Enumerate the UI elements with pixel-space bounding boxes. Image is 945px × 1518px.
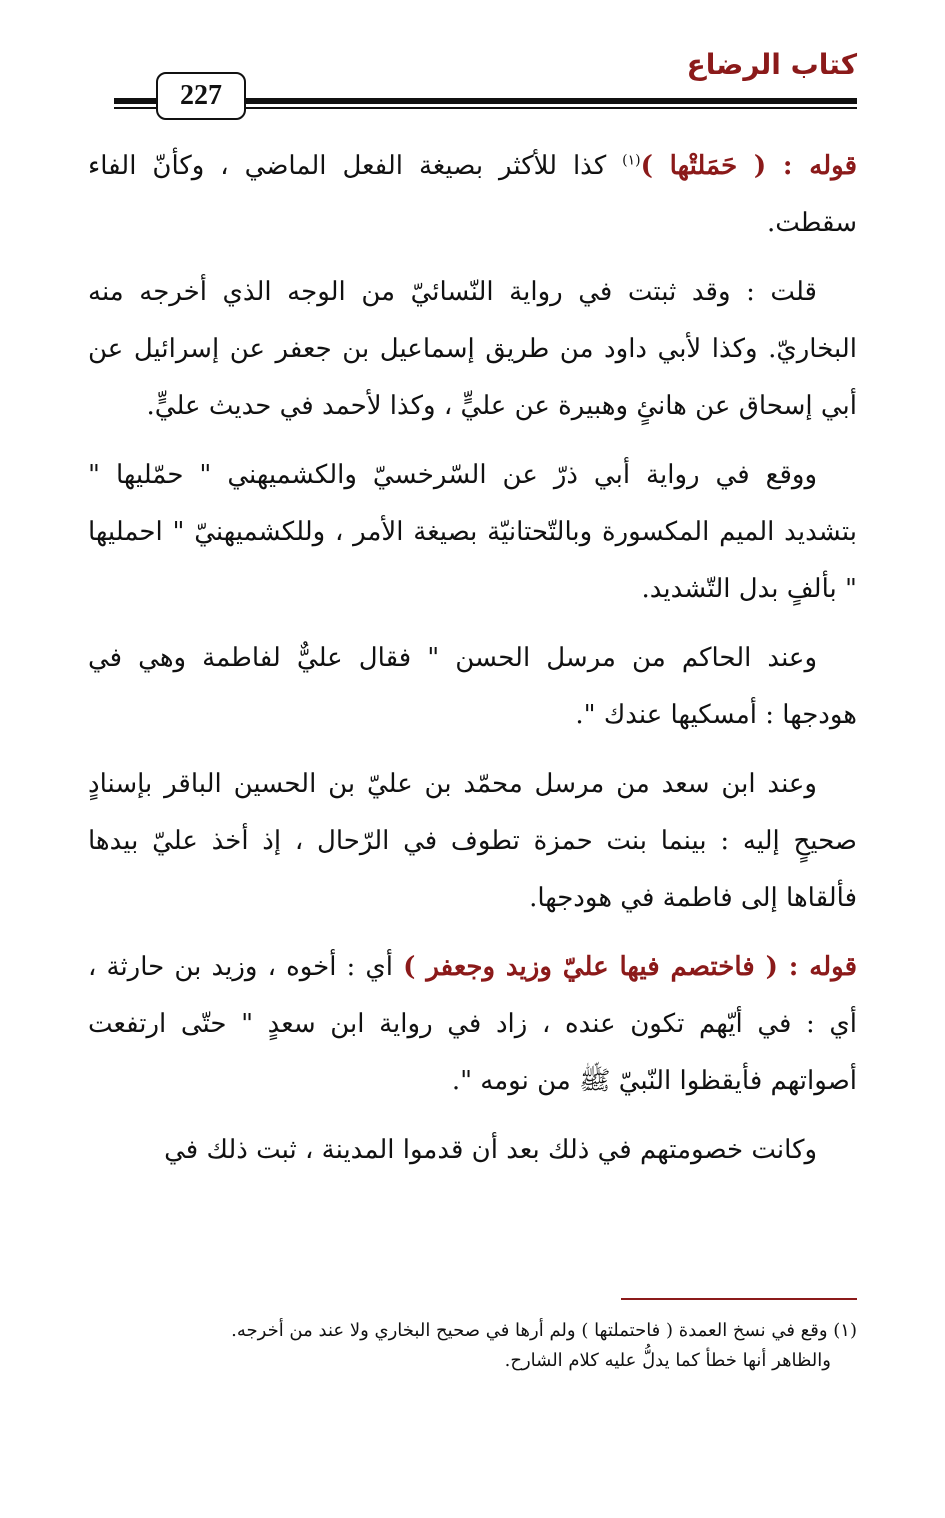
paragraph-6: [88, 939, 857, 1110]
paragraph-1: [88, 138, 857, 252]
paragraph-1-text: كذا للأكثر بصيغة الفعل الماضي ، وكأنّ الفاء سقطت.: [88, 151, 857, 238]
chapter-title: كتاب الرضاع: [686, 48, 857, 81]
paragraph-2: قلت : وقد ثبتت في رواية النّسائيّ من الوجه الذي أخرجه منه البخاريّ. وكذا لأبي داود من طريق إسماعيل بن جعفر عن إسرائيل عن أبي إسحاق عن هانئٍ وهبيرة عن عليٍّ ، وكذا لأحمد في حديث عليٍّ.: [88, 277, 857, 421]
footnote: [88, 1316, 857, 1376]
quote-lead-1: قوله : ( حَمَلتْها ): [640, 151, 857, 181]
paragraph-5: وعند ابن سعد من مرسل محمّد بن عليّ بن الحسين الباقر بإسنادٍ صحيحٍ إليه : بينما بنت حمزة تطوف في الرّحال ، إذ أخذ عليّ بيدها فألقاها إلى فاطمة في هودجها.: [88, 769, 857, 913]
page-number-box: [156, 72, 246, 120]
page-number: 227: [180, 80, 222, 111]
paragraph-3: ووقع في رواية أبي ذرّ عن السّرخسيّ والكشميهني " حمّليها " بتشديد الميم المكسورة وبالتّحتانيّة بصيغة الأمر ، وللكشميهنيّ " احمليها " بألفٍ بدل التّشديد.: [88, 460, 857, 604]
paragraph-4: وعند الحاكم من مرسل الحسن " فقال عليٌّ لفاطمة وهي في هودجها : أمسكيها عندك ".: [88, 643, 857, 730]
footnote-divider: [621, 1298, 857, 1300]
paragraph-7: وكانت خصومتهم في ذلك بعد أن قدموا المدينة ، ثبت ذلك في: [164, 1135, 817, 1165]
footnote-line-1: (١) وقع في نسخ العمدة ( فاحتملتها ) ولم أرها في صحيح البخاري ولا عند من أخرجه.: [231, 1320, 857, 1341]
page-header: [0, 0, 945, 130]
paragraph-6-text: أي : أخوه ، وزيد بن حارثة ، أي : في أيّهم تكون عنده ، زاد في رواية ابن سعدٍ " حتّى ارتفعت أصواتهم فأيقظوا النّبيّ ﷺ من نومه ".: [88, 952, 857, 1096]
quote-lead-2: قوله : ( فاختصم فيها عليّ وزيد وجعفر ): [403, 952, 857, 982]
footnote-ref[interactable]: (١): [622, 152, 641, 169]
footnote-line-2: والظاهر أنها خطأ كما يدلُّ عليه كلام الشارح.: [504, 1350, 831, 1371]
main-text: [88, 138, 857, 1191]
